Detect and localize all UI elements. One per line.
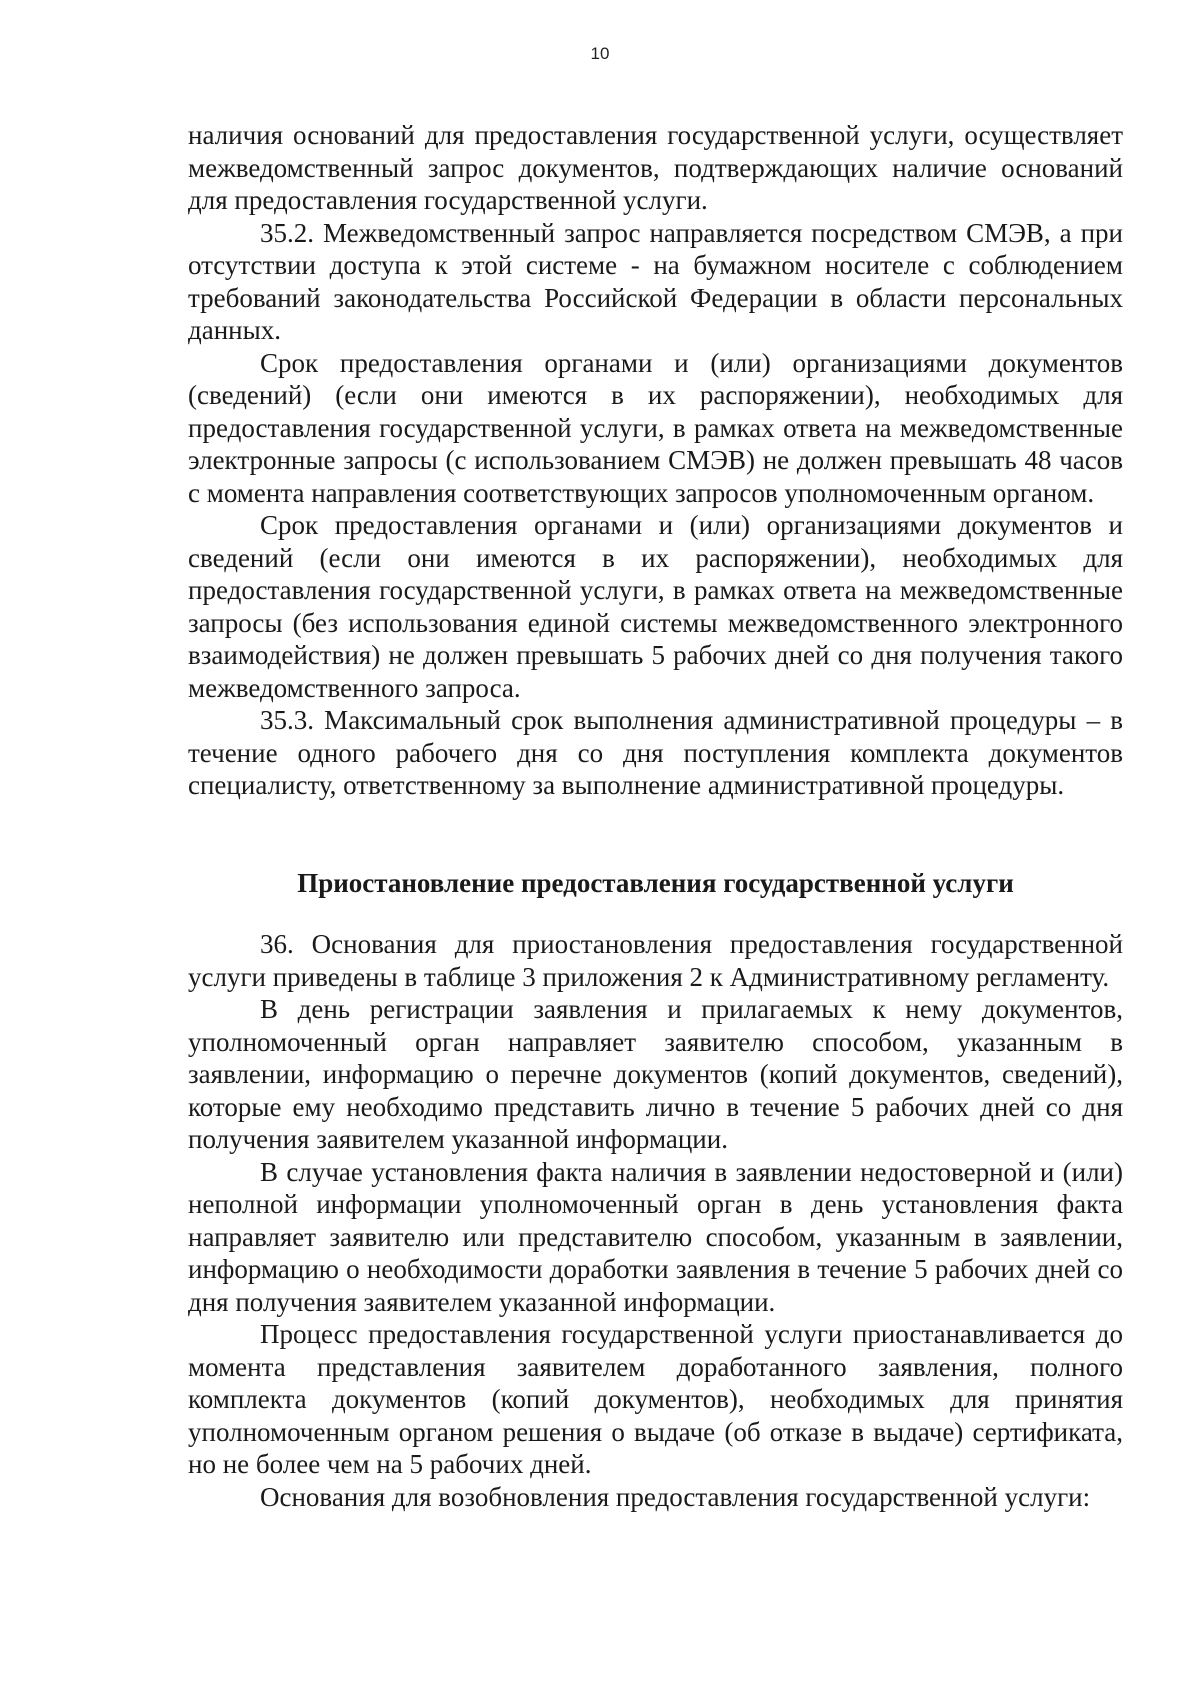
paragraph: В случае установления факта наличия в заявлении недостоверной и (или) неполной информации уполномоченный орган в день установления факта направляет заявителю или представителю способом, указанным в заявлении, информацию о необходимости доработки заявления в течение 5 рабочих дней со дня получения заявителем указанной информации. bbox=[188, 1156, 1123, 1317]
paragraph: Основания для возобновления предоставления государственной услуги: bbox=[260, 1481, 1091, 1512]
section-heading: Приостановление предоставления государственной услуги bbox=[297, 868, 1014, 898]
paragraph: В день регистрации заявления и прилагаемых к нему документов, уполномоченный орган направляет заявителю способом, указанным в заявлении, информацию о перечне документов (копий документов, сведений), которые ему необходимо представить лично в течение 5 рабочих дней со дня получения заявителем указанной информации. bbox=[188, 994, 1123, 1154]
document-body-bottom bbox=[188, 928, 1123, 1513]
paragraph: Процесс предоставления государственной услуги приостанавливается до момента представления заявителем доработанного заявления, полного комплекта документов (копий документов), необходимых для принятия уполномоченным органом решения о выдаче (об отказе в выдаче) сертификата, но не более чем на 5 рабочих дней. bbox=[188, 1319, 1123, 1479]
document-body-top bbox=[188, 119, 1123, 802]
paragraph: наличия оснований для предоставления государственной услуги, осуществляет межведомственный запрос документов, подтверждающих наличие оснований для предоставления государственной услуги. bbox=[188, 120, 1123, 215]
paragraph: Срок предоставления органами и (или) организациями документов (сведений) (если они имеются в их распоряжении), необходимых для предоставления государственной услуги, в рамках ответа на межведомственные электронные запросы (с использованием СМЭВ) не должен превышать 48 часов с момента направления соответствующих запросов уполномоченным органом. bbox=[188, 347, 1123, 508]
paragraph-36: 36. Основания для приостановления предоставления государственной услуги приведены в таблице 3 приложения 2 к Административному регламенту. bbox=[188, 929, 1123, 992]
page-number: 10 bbox=[590, 44, 610, 63]
paragraph-35-3: 35.3. Максимальный срок выполнения административной процедуры – в течение одного рабочего дня со дня поступления комплекта документов специалисту, ответственному за выполнение административной процедуры. bbox=[188, 705, 1123, 800]
paragraph-35-2: 35.2. Межведомственный запрос направляется посредством СМЭВ, а при отсутствии доступа к этой системе - на бумажном носителе с соблюдением требований законодательства Российской Федерации в области персональных данных. bbox=[188, 217, 1123, 345]
paragraph: Срок предоставления органами и (или) организациями документов и сведений (если они имеются в их распоряжении), необходимых для предоставления государственной услуги, в рамках ответа на межведомственные запросы (без использования единой системы межведомственного электронного взаимодействия) не должен превышать 5 рабочих дней со дня получения такого межведомственного запроса. bbox=[188, 510, 1123, 703]
